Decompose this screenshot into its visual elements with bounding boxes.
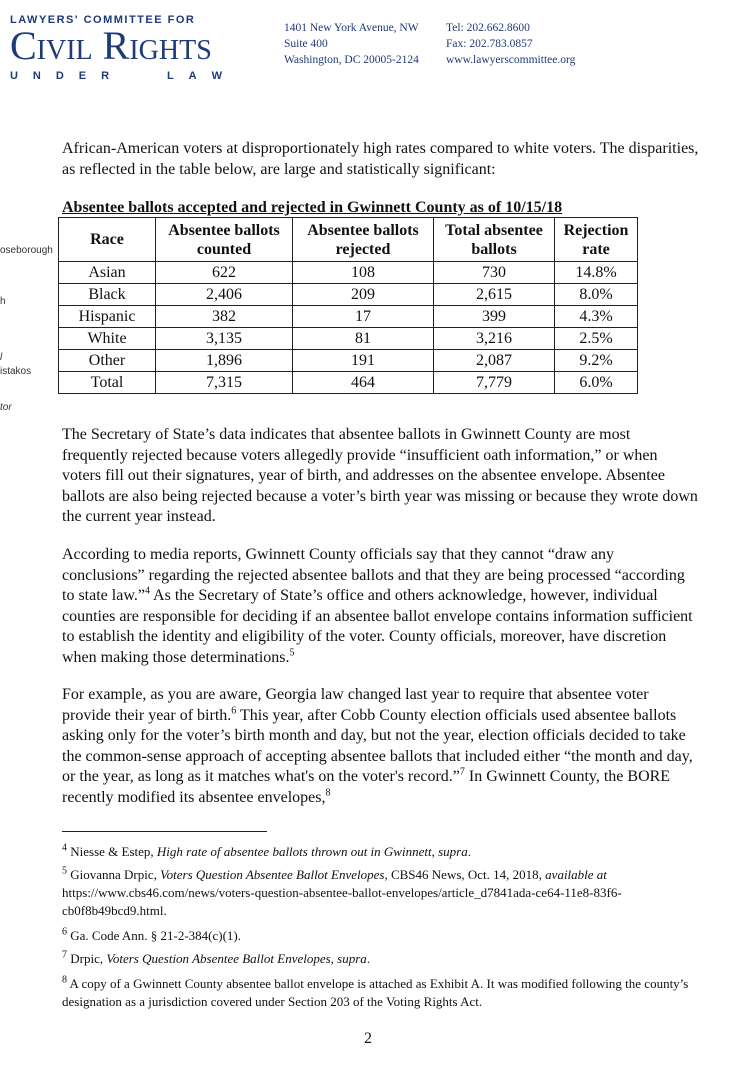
org-name-bottom [10, 70, 222, 82]
table-cell: 9.2% [555, 350, 638, 372]
table-cell: 17 [293, 306, 434, 328]
footnote-text: Ga. Code Ann. § 21-2-384(c)(1). [67, 928, 242, 943]
footnote-number: 8 [62, 974, 67, 986]
table-cell: White [59, 328, 156, 350]
absentee-ballot-table [58, 217, 638, 394]
contact-fax: Fax: 202.783.0857 [446, 38, 533, 50]
table-cell: 730 [434, 262, 555, 284]
table-cell: 7,315 [156, 372, 293, 394]
footnote-text: Giovanna Drpic, [67, 867, 161, 882]
table-row [59, 350, 638, 372]
table-header-cell: Absentee ballots rejected [293, 218, 434, 262]
table-cell: 3,216 [434, 328, 555, 350]
footnote [62, 950, 702, 968]
footnote-text: . [366, 951, 371, 966]
footnote-italic: available at [545, 867, 607, 882]
footnote-text: Drpic, [67, 951, 107, 966]
table-cell: 2,406 [156, 284, 293, 306]
footnote-ref: 4 [144, 585, 150, 597]
footnote-text: Niesse & Estep, [67, 844, 157, 859]
paragraph-text: As the Secretary of State’s office and others acknowledge, however, individual counties are responsible for deciding if an absentee ballot envelope contains information sufficient to establish the identity and eligibility of the voter. County officials, moreover, have discretion when making those determinations. [62, 587, 693, 666]
footnote-number: 4 [62, 842, 67, 854]
footnote-ref: 8 [325, 787, 331, 799]
footnote [62, 927, 702, 945]
table-header-cell: Rejection rate [555, 218, 638, 262]
table-cell: 2,615 [434, 284, 555, 306]
table-header-cell: Race [59, 218, 156, 262]
org-letter: D [55, 70, 64, 82]
address-line: Suite 400 [284, 38, 328, 50]
table-row [59, 328, 638, 350]
table-cell: Black [59, 284, 156, 306]
table-cell: 108 [293, 262, 434, 284]
table-cell: 6.0% [555, 372, 638, 394]
margin-fragment: tor [0, 402, 12, 413]
org-name-top: LAWYERS' COMMITTEE FOR [10, 14, 196, 26]
contact-website: www.lawyerscommittee.org [446, 54, 576, 66]
address-line: 1401 New York Avenue, NW [284, 22, 419, 34]
footnote-italic: Voters Question Absentee Ballot Envelopes, supra [106, 951, 367, 966]
margin-fragment: oseborough [0, 245, 53, 256]
org-letter: A [188, 70, 197, 82]
footnote-text: https://www.cbs46.com/news/voters-question-absentee-ballot-envelopes/article_d7841ada-ce64-11e8-83f6-cb0f8b49bcd9.html. [62, 885, 622, 918]
footnote-number: 5 [62, 865, 67, 877]
table-cell: 4.3% [555, 306, 638, 328]
footnote-ref: 6 [231, 705, 237, 717]
table-cell: 7,779 [434, 372, 555, 394]
table-cell: 191 [293, 350, 434, 372]
footnote-number: 6 [62, 926, 67, 938]
table-cell: Total [59, 372, 156, 394]
org-name-main: Civil Rights [10, 23, 212, 68]
footnote-text: . [467, 844, 471, 859]
footnote-italic: Voters Question Absentee Ballot Envelopes [160, 867, 385, 882]
margin-fragment: h [0, 296, 6, 307]
table-cell: 622 [156, 262, 293, 284]
contact-phone: Tel: 202.662.8600 [446, 22, 530, 34]
table-cell: 3,135 [156, 328, 293, 350]
org-letter: W [211, 70, 222, 82]
body-paragraph [62, 545, 700, 668]
table-header-row [59, 218, 638, 262]
page-number: 2 [364, 1030, 372, 1047]
table-row [59, 372, 638, 394]
table-title: Absentee ballots accepted and rejected in Gwinnett County as of 10/15/18 [62, 199, 563, 216]
table-cell: 2,087 [434, 350, 555, 372]
paragraph-text: In Gwinnett County, the BORE recently modified its absentee envelopes, [62, 768, 671, 806]
paragraph-text: According to media reports, Gwinnett County officials say that they cannot “draw any conclusions” regarding the rejected absentee ballots and that they are being processed “according to state law.” [62, 546, 685, 604]
paragraph-text: For example, as you are aware, Georgia law changed last year to require that absentee voter provide their year of birth. [62, 686, 649, 724]
org-letter: L [166, 70, 174, 82]
table-cell: 8.0% [555, 284, 638, 306]
table-cell: Hispanic [59, 306, 156, 328]
org-letter: N [32, 70, 41, 82]
table-header-cell: Absentee ballots counted [156, 218, 293, 262]
footnote [62, 975, 702, 1011]
margin-fragment: istakos [0, 366, 32, 377]
table-cell: 14.8% [555, 262, 638, 284]
table-row [59, 284, 638, 306]
footnote-ref: 5 [289, 647, 295, 659]
body-paragraph [62, 685, 700, 808]
table-cell: Other [59, 350, 156, 372]
letterhead-logo [10, 14, 240, 82]
intro-paragraph: African-American voters at disproportionately high rates compared to white voters. The disparities, as reflected in the table below, are large and statistically significant: [62, 140, 699, 178]
footnote-ref: 7 [459, 766, 465, 778]
footnote [62, 843, 702, 861]
body-paragraph: The Secretary of State’s data indicates that absentee ballots in Gwinnett County are most frequently rejected because voters allegedly provide “insufficient oath information,” or when voters fill out their signatures, year of birth, and addresses on the absentee envelope. Absentee ballots are also being rejected because a voter’s birth year was missing or because they wrote down the current year instead. [62, 426, 698, 525]
table-cell: 399 [434, 306, 555, 328]
footnote [62, 866, 702, 920]
letterhead-contact [446, 20, 575, 68]
table-cell: 2.5% [555, 328, 638, 350]
org-letter: R [101, 70, 110, 82]
table-row [59, 262, 638, 284]
table-cell: 464 [293, 372, 434, 394]
table-header-cell: Total absentee ballots [434, 218, 555, 262]
org-letter: E [78, 70, 87, 82]
table-cell: 382 [156, 306, 293, 328]
table-cell: 81 [293, 328, 434, 350]
margin-fragment: l [0, 352, 3, 363]
footnote-text: , CBS46 News, Oct. 14, 2018, [384, 867, 546, 882]
footnote-italic: High rate of absentee ballots thrown out in Gwinnett, supra [156, 844, 468, 859]
table-cell: Asian [59, 262, 156, 284]
org-letter: U [10, 70, 18, 82]
footnote-text: A copy of a Gwinnett County absentee ballot envelope is attached as Exhibit A. It was modified following the county’s designation as a jurisdiction covered under Section 203 of the Voting Rights Act. [62, 976, 689, 1009]
letterhead-address [284, 20, 419, 68]
table-cell: 209 [293, 284, 434, 306]
table-row [59, 306, 638, 328]
table-cell: 1,896 [156, 350, 293, 372]
paragraph-text: This year, after Cobb County election officials used absentee ballots asking only for the voter’s birth month and day, but not the year, election officials decided to take the common-sense approach of accepting absentee ballots that included either “the month and day, or the year, as long as it matches what's on the voter's record.” [62, 706, 693, 785]
address-line: Washington, DC 20005-2124 [284, 54, 419, 66]
footnote-divider [62, 831, 267, 832]
footnote-number: 7 [62, 949, 67, 961]
